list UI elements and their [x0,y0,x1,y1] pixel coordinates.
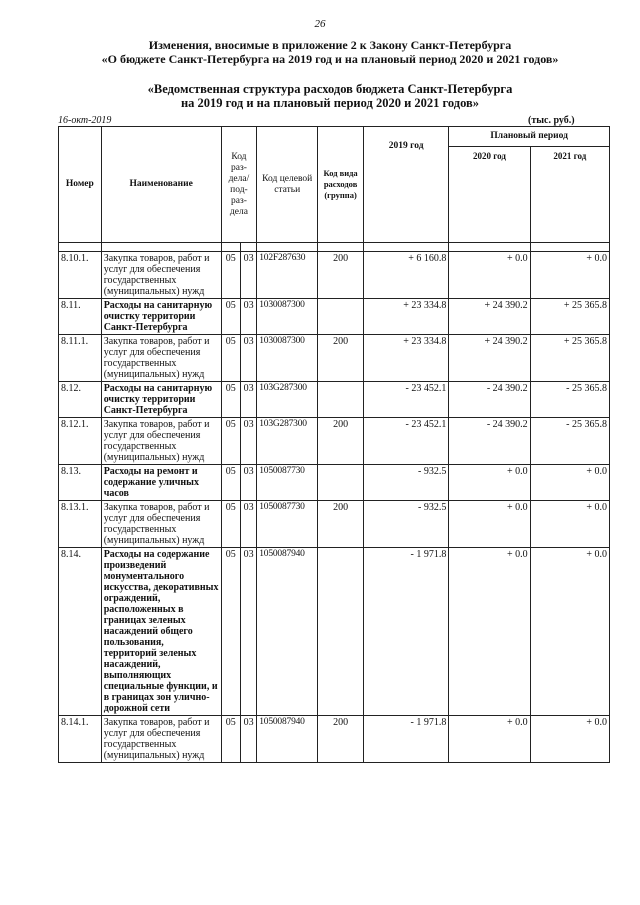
row-value-2019: - 23 452.1 [363,382,448,418]
row-value-2021: - 25 365.8 [530,418,609,465]
header-target: Код целевой статьи [257,127,318,243]
row-subsection: 03 [240,252,256,299]
row-target-code: 103G287300 [257,382,318,418]
row-target-code: 1050087940 [257,548,318,716]
spacer-cell [449,243,530,252]
row-number: 8.13. [59,465,102,501]
row-value-2019: - 932.5 [363,501,448,548]
spacer-cell [530,243,609,252]
row-subsection: 03 [240,548,256,716]
row-section: 05 [221,382,240,418]
spacer-cell [363,243,448,252]
row-target-code: 1050087940 [257,716,318,763]
row-value-2021: + 0.0 [530,252,609,299]
page-number: 26 [314,18,326,30]
table-row [59,299,610,335]
row-target-code: 1050087730 [257,465,318,501]
row-kind-code [318,299,364,335]
row-value-2019: - 932.5 [363,465,448,501]
row-value-2019: + 23 334.8 [363,299,448,335]
row-number: 8.10.1. [59,252,102,299]
row-value-2020: + 24 390.2 [449,335,530,382]
row-name: Закупка товаров, работ и услуг для обеспечения государственных (муниципальных) нужд [101,335,221,382]
budget-table [58,126,610,763]
row-name: Закупка товаров, работ и услуг для обеспечения государственных (муниципальных) нужд [101,252,221,299]
row-number: 8.14.1. [59,716,102,763]
row-number: 8.14. [59,548,102,716]
row-name: Расходы на ремонт и содержание уличных часов [101,465,221,501]
row-section: 05 [221,335,240,382]
row-value-2021: - 25 365.8 [530,382,609,418]
document-date: 16-окт-2019 [58,115,112,126]
row-number: 8.13.1. [59,501,102,548]
header-section: Код раз-дела/ под-раз-дела [221,127,257,243]
table-spacer-row [59,243,610,252]
row-value-2019: - 23 452.1 [363,418,448,465]
row-value-2019: + 6 160.8 [363,252,448,299]
spacer-cell [101,243,221,252]
row-number: 8.12. [59,382,102,418]
row-number: 8.12.1. [59,418,102,465]
row-kind-code: 200 [318,716,364,763]
row-value-2020: + 0.0 [449,548,530,716]
table-row [59,335,610,382]
subheader-line-1: «Ведомственная структура расходов бюджета Санкт-Петербурга [147,82,513,96]
row-kind-code [318,465,364,501]
row-value-2021: + 0.0 [530,465,609,501]
row-name: Закупка товаров, работ и услуг для обеспечения государственных (муниципальных) нужд [101,501,221,548]
spacer-cell [59,243,102,252]
spacer-cell [257,243,318,252]
row-subsection: 03 [240,716,256,763]
table-row [59,548,610,716]
row-number: 8.11.1. [59,335,102,382]
row-kind-code: 200 [318,501,364,548]
row-kind-code: 200 [318,418,364,465]
row-section: 05 [221,548,240,716]
row-section: 05 [221,299,240,335]
row-kind-code: 200 [318,252,364,299]
table-row [59,418,610,465]
row-subsection: 03 [240,418,256,465]
header-num: Номер [59,127,102,243]
row-target-code: 103G287300 [257,418,318,465]
row-value-2021: + 0.0 [530,501,609,548]
row-name: Расходы на содержание произведений монументального искусства, декоративных ограждений, расположенных в границах зеленых насаждений общего пользования, территорий зеленых насаждений, выполняющих специальные функции, и в границах зон улично-дорожной сети [101,548,221,716]
row-kind-code: 200 [318,335,364,382]
row-kind-code [318,548,364,716]
row-value-2020: + 0.0 [449,716,530,763]
header-name: Наименование [101,127,221,243]
header-2021: 2021 год [530,147,609,243]
row-value-2020: + 24 390.2 [449,299,530,335]
row-value-2020: + 0.0 [449,465,530,501]
row-subsection: 03 [240,382,256,418]
document-subheader [40,82,620,110]
spacer-cell [318,243,364,252]
table-row [59,465,610,501]
header-planned: Плановый период [449,127,610,147]
row-value-2019: + 23 334.8 [363,335,448,382]
row-name: Расходы на санитарную очистку территории Санкт-Петербурга [101,382,221,418]
row-kind-code [318,382,364,418]
subheader-line-2: на 2019 год и на плановый период 2020 и 2021 годов» [180,96,480,110]
row-target-code: 1030087300 [257,299,318,335]
row-target-code: 1030087300 [257,335,318,382]
row-name: Закупка товаров, работ и услуг для обеспечения государственных (муниципальных) нужд [101,418,221,465]
row-value-2021: + 0.0 [530,548,609,716]
document-header [40,38,620,66]
table-row [59,252,610,299]
row-section: 05 [221,501,240,548]
row-section: 05 [221,716,240,763]
row-section: 05 [221,418,240,465]
table-row [59,382,610,418]
table-row [59,501,610,548]
row-target-code: 1050087730 [257,501,318,548]
row-value-2019: - 1 971.8 [363,716,448,763]
row-subsection: 03 [240,465,256,501]
row-value-2020: - 24 390.2 [449,382,530,418]
header-2019: 2019 год [363,127,448,243]
row-target-code: 102F287630 [257,252,318,299]
header-kind: Код вида расходов (группа) [318,127,364,243]
row-number: 8.11. [59,299,102,335]
row-value-2020: + 0.0 [449,501,530,548]
row-subsection: 03 [240,299,256,335]
row-value-2020: - 24 390.2 [449,418,530,465]
unit-label: (тыс. руб.) [528,115,575,126]
row-section: 05 [221,465,240,501]
row-value-2021: + 0.0 [530,716,609,763]
spacer-cell [240,243,256,252]
row-value-2019: - 1 971.8 [363,548,448,716]
row-subsection: 03 [240,501,256,548]
header-2020: 2020 год [449,147,530,243]
table-row [59,716,610,763]
row-subsection: 03 [240,335,256,382]
row-name: Расходы на санитарную очистку территории Санкт-Петербурга [101,299,221,335]
spacer-cell [221,243,240,252]
header-line-2: «О бюджете Санкт-Петербурга на 2019 год и на плановый период 2020 и 2021 годов» [101,52,559,66]
row-name: Закупка товаров, работ и услуг для обеспечения государственных (муниципальных) нужд [101,716,221,763]
header-line-1: Изменения, вносимые в приложение 2 к Закону Санкт-Петербурга [148,38,512,52]
row-section: 05 [221,252,240,299]
row-value-2020: + 0.0 [449,252,530,299]
row-value-2021: + 25 365.8 [530,299,609,335]
row-value-2021: + 25 365.8 [530,335,609,382]
